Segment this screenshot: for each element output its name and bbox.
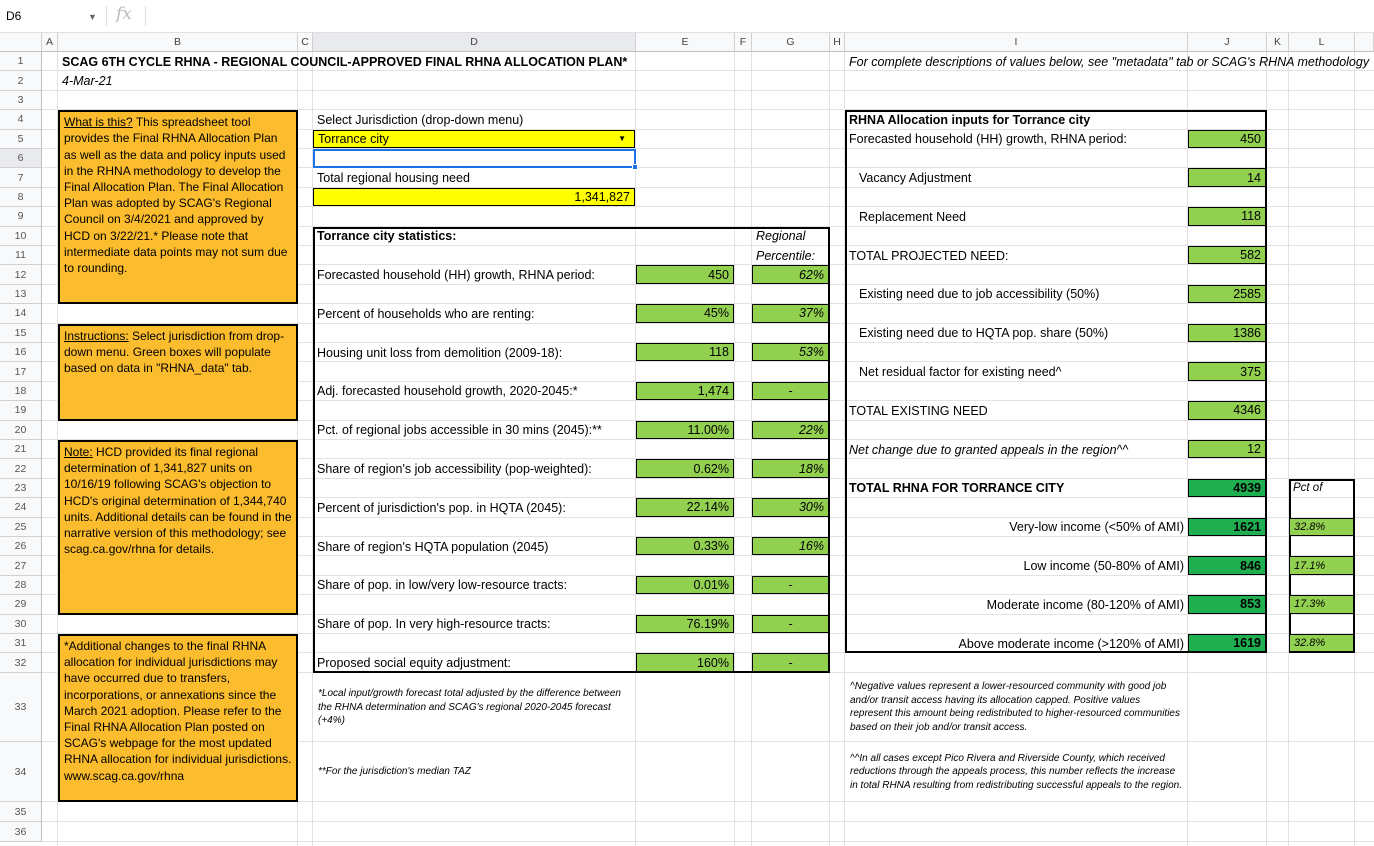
stat-percentile: 18% bbox=[752, 459, 829, 477]
row-header-33[interactable]: 33 bbox=[0, 673, 42, 742]
row-header-29[interactable]: 29 bbox=[0, 595, 42, 614]
info-text: Select jurisdiction from drop-down menu. Green boxes will populate based on data in "RHNA_data" tab. bbox=[64, 328, 285, 375]
percentile-header: Percentile: bbox=[756, 248, 816, 263]
date: 4-Mar-21 bbox=[62, 74, 113, 89]
stats-footnote-1: *Local input/growth forecast total adjusted by the difference between the RHNA determination and SCAG's regional 2020-2045 forecast (+4%) bbox=[318, 688, 621, 727]
jurisdiction-dropdown[interactable] bbox=[313, 130, 635, 148]
row-header-22[interactable]: 22 bbox=[0, 459, 42, 478]
row-header-5[interactable]: 5 bbox=[0, 130, 42, 149]
allocation-label: Vacancy Adjustment bbox=[859, 171, 972, 186]
stat-value: 450 bbox=[636, 265, 734, 283]
allocation-label: Net change due to granted appeals in the region^^ bbox=[849, 442, 1129, 457]
stat-label: Percent of jurisdiction's pop. in HQTA (2045): bbox=[317, 500, 566, 515]
select-all-corner[interactable] bbox=[0, 33, 42, 52]
income-label: Above moderate income (>120% of AMI) bbox=[958, 636, 1184, 651]
total-rhna-label: TOTAL RHNA FOR TORRANCE CITY bbox=[849, 481, 1065, 496]
row-header-20[interactable]: 20 bbox=[0, 421, 42, 440]
stats-footnote-2: **For the jurisdiction's median TAZ bbox=[318, 766, 471, 778]
stat-percentile: 62% bbox=[752, 265, 829, 283]
row-header-32[interactable]: 32 bbox=[0, 653, 42, 672]
income-label: Very-low income (<50% of AMI) bbox=[1009, 520, 1184, 535]
income-pct: 17.3% bbox=[1289, 595, 1354, 613]
row-header-14[interactable]: 14 bbox=[0, 304, 42, 323]
allocation-value: 582 bbox=[1188, 246, 1266, 264]
stats-title: Torrance city statistics: bbox=[317, 229, 457, 244]
stat-value: 0.62% bbox=[636, 459, 734, 477]
allocation-value: 12 bbox=[1188, 440, 1266, 458]
row-header-11[interactable]: 11 bbox=[0, 246, 42, 265]
stat-label: Adj. forecasted household growth, 2020-2045:* bbox=[317, 384, 578, 399]
row-header-9[interactable]: 9 bbox=[0, 207, 42, 226]
total-regional-need-label: Total regional housing need bbox=[317, 171, 470, 186]
row-header-25[interactable]: 25 bbox=[0, 518, 42, 537]
stat-value: 160% bbox=[636, 653, 734, 671]
row-header-23[interactable]: 23 bbox=[0, 479, 42, 498]
row-header-1[interactable]: 1 bbox=[0, 52, 42, 71]
column-header-i[interactable]: I bbox=[845, 33, 1188, 52]
allocation-footnote-1: ^Negative values represent a lower-resourced community with good job and/or transit access having its allocation capped. Positive values represent this amount being redistributed to higher-resourced communities based on their job and/or transit access. bbox=[850, 681, 1180, 733]
allocation-label: TOTAL EXISTING NEED bbox=[849, 403, 988, 418]
row-header-24[interactable]: 24 bbox=[0, 498, 42, 517]
column-header-h[interactable]: H bbox=[830, 33, 845, 52]
allocation-title: RHNA Allocation inputs for Torrance city bbox=[849, 112, 1091, 127]
allocation-label: Existing need due to job accessibility (50%) bbox=[859, 287, 1100, 302]
gridline bbox=[42, 841, 1374, 842]
name-box[interactable]: D6 bbox=[6, 9, 22, 23]
stat-label: Pct. of regional jobs accessible in 30 mins (2045):** bbox=[317, 423, 602, 438]
divider bbox=[106, 6, 107, 26]
row-header-8[interactable]: 8 bbox=[0, 188, 42, 207]
column-header-a[interactable]: A bbox=[42, 33, 58, 52]
row-header-13[interactable]: 13 bbox=[0, 285, 42, 304]
gridline bbox=[42, 821, 1374, 822]
row-header-21[interactable]: 21 bbox=[0, 440, 42, 459]
stat-label: Housing unit loss from demolition (2009-18): bbox=[317, 345, 563, 360]
metadata-note: For complete descriptions of values below, see "metadata" tab or SCAG's RHNA methodology bbox=[849, 54, 1370, 69]
row-header-17[interactable]: 17 bbox=[0, 362, 42, 381]
name-box-dropdown-icon[interactable]: ▼ bbox=[88, 12, 97, 22]
column-header-c[interactable]: C bbox=[298, 33, 313, 52]
stats-box-border bbox=[313, 227, 830, 673]
info-box-note bbox=[58, 440, 298, 615]
allocation-value: 375 bbox=[1188, 362, 1266, 380]
column-header-j[interactable]: J bbox=[1188, 33, 1267, 52]
row-header-35[interactable]: 35 bbox=[0, 802, 42, 822]
row-header-36[interactable]: 36 bbox=[0, 822, 42, 842]
allocation-label: Existing need due to HQTA pop. share (50%) bbox=[859, 326, 1109, 341]
row-header-2[interactable]: 2 bbox=[0, 71, 42, 90]
gridline bbox=[751, 52, 752, 846]
stat-percentile: - bbox=[752, 576, 829, 594]
stat-value: 0.33% bbox=[636, 537, 734, 555]
stat-label: Percent of households who are renting: bbox=[317, 306, 535, 321]
stat-label: Share of region's HQTA population (2045) bbox=[317, 539, 549, 554]
gridline bbox=[1266, 52, 1267, 846]
row-header-6[interactable]: 6 bbox=[0, 149, 42, 168]
allocation-footnote-2: ^^In all cases except Pico Rivera and Riverside County, which received reductions through the appeals process, this number reflects the increase in total RHNA resulting from redistributing successful appeals to the region. bbox=[850, 752, 1183, 791]
income-value: 1621 bbox=[1188, 518, 1266, 536]
gridline bbox=[1354, 52, 1355, 846]
row-header-28[interactable]: 28 bbox=[0, 576, 42, 595]
row-header-10[interactable]: 10 bbox=[0, 227, 42, 246]
income-value: 853 bbox=[1188, 595, 1266, 613]
row-header-4[interactable]: 4 bbox=[0, 110, 42, 129]
stat-value: 22.14% bbox=[636, 498, 734, 516]
jurisdiction-value: Torrance city bbox=[318, 131, 389, 146]
info-box-what-is-this bbox=[58, 110, 298, 304]
stat-value: 0.01% bbox=[636, 576, 734, 594]
info-heading: Note: bbox=[64, 445, 93, 459]
column-header-d[interactable]: D bbox=[313, 33, 636, 52]
stat-value: 45% bbox=[636, 304, 734, 322]
sheet-title: SCAG 6TH CYCLE RHNA - REGIONAL COUNCIL-APPROVED FINAL RHNA ALLOCATION PLAN* bbox=[62, 54, 628, 69]
info-text: This spreadsheet tool provides the Final RHNA Allocation Plan as well as the data and policy inputs used in the RHNA methodology to develop the Final Allocation Plan. The Final Allocation Plan was adopted by SCAG's Regional Council on 3/4/2021 and approved by HCD on 3/22/21.* Please note that intermediate data points may not sum due to rounding. bbox=[64, 115, 288, 276]
stat-label: Forecasted household (HH) growth, RHNA period: bbox=[317, 268, 595, 283]
allocation-value: 1386 bbox=[1188, 324, 1266, 342]
gridline bbox=[829, 52, 830, 846]
stat-label: Share of pop. in low/very low-resource tracts: bbox=[317, 578, 568, 593]
stat-percentile: 22% bbox=[752, 421, 829, 439]
row-header-26[interactable]: 26 bbox=[0, 537, 42, 556]
income-value: 1619 bbox=[1188, 634, 1266, 652]
stat-value: 1,474 bbox=[636, 382, 734, 400]
stat-percentile: - bbox=[752, 653, 829, 671]
allocation-value: 118 bbox=[1188, 207, 1266, 225]
selected-cell-d6[interactable] bbox=[313, 149, 636, 168]
info-heading: What is this? bbox=[64, 115, 133, 130]
income-value: 846 bbox=[1188, 556, 1266, 574]
formula-input[interactable] bbox=[150, 6, 1370, 28]
income-pct: 17.1% bbox=[1289, 556, 1354, 574]
allocation-label: Replacement Need bbox=[859, 209, 967, 224]
row-header-30[interactable]: 30 bbox=[0, 615, 42, 634]
row-header-12[interactable]: 12 bbox=[0, 265, 42, 284]
info-box-additional-changes bbox=[58, 634, 298, 802]
allocation-value: 450 bbox=[1188, 130, 1266, 148]
info-text: HCD provided its final regional determination of 1,341,827 units on 10/16/19 following SCAG's objection to HCD's original determination of 1,344,740 units. Additional details can be found in the narrative version of this methodology; see scag.ca.gov/rhna for details. bbox=[64, 445, 292, 557]
stat-percentile: 53% bbox=[752, 343, 829, 361]
info-box-instructions bbox=[58, 324, 298, 421]
gridline bbox=[734, 52, 735, 846]
stat-label: Share of pop. In very high-resource tracts: bbox=[317, 617, 551, 632]
info-text: *Additional changes to the final RHNA allocation for individual jurisdictions may have occurred due to transfers, incorporations, or annexations since the March 2021 adoption. Please refer to the Final RHNA Allocation Plan posted on SCAG's webpage for the most updated RHNA allocation for individual jurisdictions. www.scag.ca.gov/rhna bbox=[64, 639, 292, 783]
stat-label: Share of region's job accessibility (pop-weighted): bbox=[317, 462, 592, 477]
stat-percentile: - bbox=[752, 382, 829, 400]
stat-value: 11.00% bbox=[636, 421, 734, 439]
allocation-label: TOTAL PROJECTED NEED: bbox=[849, 248, 1009, 263]
column-header-m[interactable] bbox=[1355, 33, 1374, 52]
row-header-19[interactable]: 19 bbox=[0, 401, 42, 420]
formula-bar bbox=[0, 0, 1374, 33]
dropdown-arrow-icon[interactable]: ▼ bbox=[618, 134, 626, 144]
row-header-16[interactable]: 16 bbox=[0, 343, 42, 362]
column-header-g[interactable]: G bbox=[752, 33, 830, 52]
income-pct: 32.8% bbox=[1289, 634, 1354, 652]
column-header-f[interactable]: F bbox=[735, 33, 752, 52]
total-regional-need-value: 1,341,827 bbox=[313, 188, 635, 206]
allocation-value: 2585 bbox=[1188, 285, 1266, 303]
row-header-18[interactable]: 18 bbox=[0, 382, 42, 401]
row-header-27[interactable]: 27 bbox=[0, 556, 42, 575]
column-header-e[interactable]: E bbox=[636, 33, 735, 52]
stat-value: 118 bbox=[636, 343, 734, 361]
income-label: Low income (50-80% of AMI) bbox=[1023, 559, 1184, 574]
total-rhna-value: 4939 bbox=[1188, 479, 1266, 497]
pct-of-header: Pct of bbox=[1293, 482, 1323, 495]
row-header-3[interactable]: 3 bbox=[0, 91, 42, 110]
column-header-l[interactable]: L bbox=[1289, 33, 1355, 52]
row-header-7[interactable]: 7 bbox=[0, 168, 42, 187]
stat-percentile: 30% bbox=[752, 498, 829, 516]
allocation-value: 14 bbox=[1188, 168, 1266, 186]
allocation-value: 4346 bbox=[1188, 401, 1266, 419]
income-pct: 32.8% bbox=[1289, 518, 1354, 536]
column-header-k[interactable]: K bbox=[1267, 33, 1289, 52]
stat-percentile: 16% bbox=[752, 537, 829, 555]
fx-icon: fx bbox=[116, 4, 132, 24]
divider bbox=[145, 6, 146, 26]
stat-percentile: - bbox=[752, 615, 829, 633]
info-heading: Instructions: bbox=[64, 328, 129, 343]
stat-value: 76.19% bbox=[636, 615, 734, 633]
row-header-34[interactable]: 34 bbox=[0, 742, 42, 802]
gridline bbox=[1288, 52, 1289, 846]
column-header-b[interactable]: B bbox=[58, 33, 298, 52]
allocation-label: Forecasted household (HH) growth, RHNA period: bbox=[849, 132, 1127, 147]
income-label: Moderate income (80-120% of AMI) bbox=[986, 597, 1184, 612]
regional-header: Regional bbox=[756, 229, 806, 244]
stat-label: Proposed social equity adjustment: bbox=[317, 656, 511, 671]
allocation-label: Net residual factor for existing need^ bbox=[859, 365, 1062, 380]
stat-percentile: 37% bbox=[752, 304, 829, 322]
select-jurisdiction-label: Select Jurisdiction (drop-down menu) bbox=[317, 112, 524, 127]
row-header-31[interactable]: 31 bbox=[0, 634, 42, 653]
row-header-15[interactable]: 15 bbox=[0, 324, 42, 343]
